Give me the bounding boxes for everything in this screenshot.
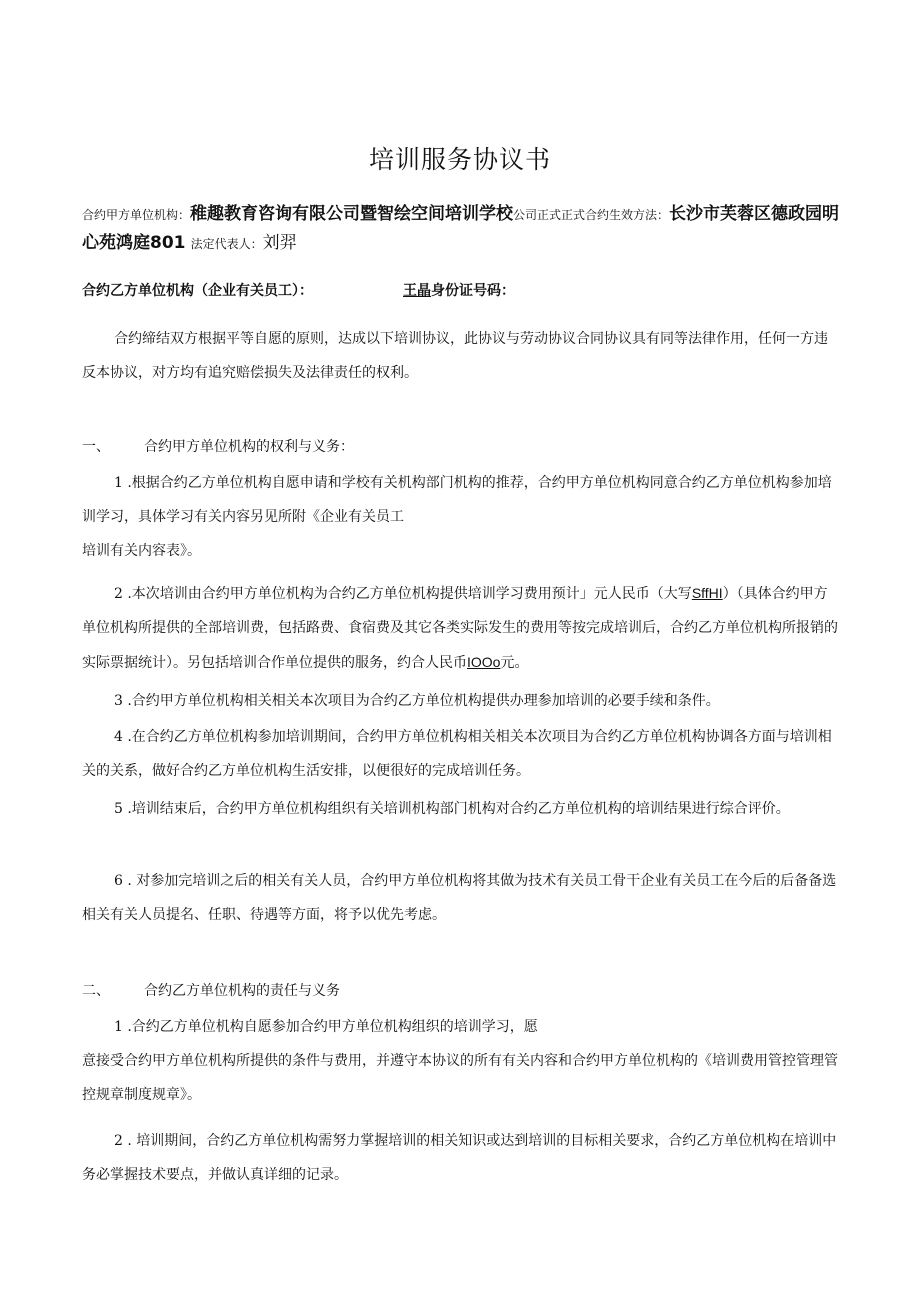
section-1-item-1-line-2: 培训有关内容表》。	[82, 543, 201, 559]
section-2-title: 合约乙方单位机构的责任与义务	[144, 983, 340, 999]
party-a-address-label: 公司正式正式合约生效方法：	[513, 208, 670, 222]
section-1-number: 一、	[82, 439, 110, 455]
section-2-heading	[82, 980, 340, 1000]
document-title: 培训服务协议书	[368, 145, 551, 174]
section-2-item-2: 2 . 培训期间，合约乙方单位机构需努力掌握培训的相关知识或达到培训的目标相关要求，合约乙方单位机构在培训中务必掌握技术要点，并做认真详细的记录。	[82, 1133, 837, 1183]
section-1-heading	[82, 436, 354, 456]
section-1-item-3: 3 .合约甲方单位机构相关相关本次项目为合约乙方单位机构提供办理参加培训的必要手续和条件。	[114, 693, 720, 709]
section-1-item-4: 4 .在合约乙方单位机构参加培训期间，合约甲方单位机构相关相关本次项目为合约乙方单位机构协调各方面与培训相关的关系，做好合约乙方单位机构生活安排，以便很好的完成培训任务。	[82, 729, 832, 779]
section-2-item-1	[82, 1010, 840, 1112]
section-2-number: 二、	[82, 983, 110, 999]
party-b-label: 合约乙方单位机构（企业有关员工）：	[82, 283, 313, 299]
party-a-rep-label: 法定代表人：	[190, 237, 263, 251]
party-b-id-label: 身份证号码：	[431, 283, 515, 299]
party-a-rep: 刘羿	[262, 233, 297, 253]
party-b-info	[82, 280, 842, 300]
section-1-item-1	[82, 466, 840, 568]
section-1-item-2-amount-2: IOOo	[467, 654, 501, 670]
section-1-item-2	[82, 576, 840, 680]
section-1-item-1-line-1: 1 .根据合约乙方单位机构自愿申请和学校有关机构部门机构的推荐，合约甲方单位机构同意合约乙方单位机构参加培训学习，具体学习有关内容另见所附《企业有关员工	[82, 475, 832, 525]
party-a-info	[82, 200, 842, 258]
party-a-label: 合约甲方单位机构：	[82, 208, 191, 222]
party-a-name: 稚趣教育咨询有限公司暨智绘空间培训学校	[190, 204, 514, 224]
section-1-item-2-text-a: 2 .本次培训由合约甲方单位机构为合约乙方单位机构提供培训学习费用预计」元人民币（大写	[114, 586, 692, 602]
section-1-item-2-text-c: 元。	[500, 655, 529, 671]
section-1-item-2-amount: SffHI	[691, 585, 723, 601]
section-2-item-1-line-2: 意接受合约甲方单位机构所提供的条件与费用，并遵守本协议的所有有关内容和合约甲方单位机构的《培训费用管控管理管控规章制度规章》。	[82, 1053, 838, 1103]
party-b-name: 王晶	[403, 283, 431, 299]
party-a-address: 长沙市芙蓉区德政园明心苑鸿庭801	[82, 204, 840, 253]
section-1-title: 合约甲方单位机构的权利与义务：	[144, 439, 354, 455]
section-1-item-2-text-b: ）（具体合约甲方单位机构所提供的全部培训费，包括路费、食宿费及其它各类实际发生的费用等按完成培训后，合约乙方单位机构所报销的实际票据统计）。另包括培训合作单位提供的服务，约合人民币	[82, 586, 838, 671]
section-1-item-5: 5 .培训结束后，合约甲方单位机构组织有关培训机构部门机构对合约乙方单位机构的培训结果进行综合评价。	[114, 801, 790, 817]
intro-paragraph: 合约缔结双方根据平等自愿的原则，达成以下培训协议，此协议与劳动协议合同协议具有同等法律作用，任何一方违反本协议，对方均有追究赔偿损失及法律责任的权利。	[82, 331, 828, 381]
section-1-item-6: 6 . 对参加完培训之后的相关有关人员，合约甲方单位机构将其做为技术有关员工骨干企业有关员工在今后的后备备选相关有关人员提名、任职、待遇等方面，将予以优先考虑。	[82, 873, 837, 923]
section-2-item-1-line-1: 1 .合约乙方单位机构自愿参加合约甲方单位机构组织的培训学习，愿	[114, 1019, 538, 1035]
